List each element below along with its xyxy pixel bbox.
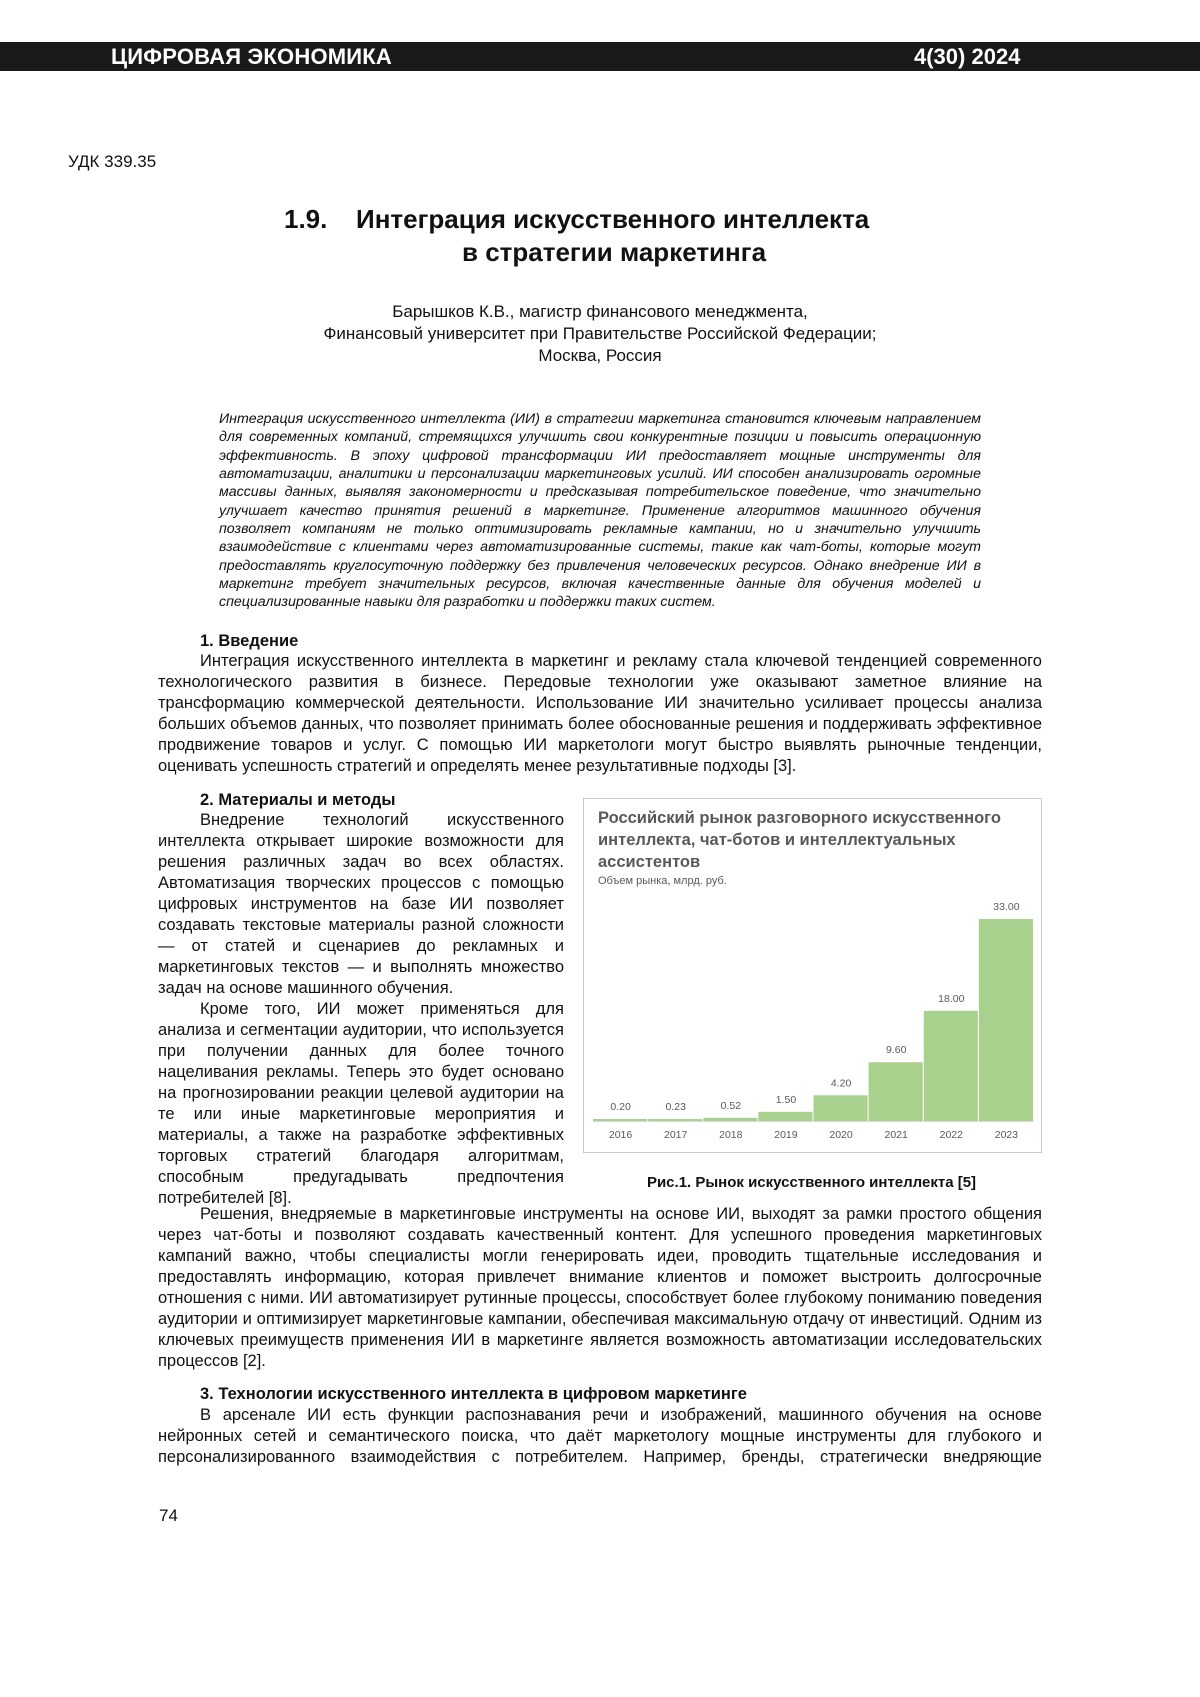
chart-subtitle: Объем рынка, млрд. руб. [598,875,727,887]
chart-bar [648,1119,702,1121]
page-number: 74 [159,1506,178,1525]
title-line-2: в стратегии маркетинга [462,237,767,267]
chart-bar [593,1119,647,1121]
author-line-1: Барышков К.В., магистр финансового менеджмента, [392,302,808,321]
chart-data-label: 0.23 [665,1101,686,1113]
chart-bar [758,1112,812,1121]
section-2-heading: 2. Материалы и методы [200,791,396,809]
chart-tick-label: 2023 [994,1129,1019,1141]
author-line-3: Москва, Россия [538,346,662,365]
chart-title-line: Российский рынок разговорного искусственного [598,809,1001,827]
section-2-paragraph-3: Решения, внедряемые в маркетинговые инструменты на основе ИИ, выходят за рамки простого общения через чат-боты и позволяют создавать качественный контент. Для успешного проведения маркетинговых кампаний важно, чтобы специалисты могли генерировать идеи, проводить тщательные исследования и предоставлять информацию, которая привлечет внимание клиентов и поможет выстроить долгосрочные отношения с ними. ИИ автоматизирует рутинные процессы, способствует более глубокому пониманию поведения аудитории и оптимизирует маркетинговые кампании, обеспечивая максимальную отдачу от инвестиций. Одним из ключевых преимуществ применения ИИ в маркетинге является возможность автоматизации исследовательских процессов [2]. [158,1205,1042,1370]
chart-title-line: ассистентов [598,853,701,871]
author-block [220,301,980,367]
market-chart-svg [584,799,1041,1152]
chart-data-label: 9.60 [885,1044,907,1057]
section-1-heading: 1. Введение [200,632,299,650]
udk-code: УДК 339.35 [68,152,157,171]
chart-tick-label: 2021 [884,1129,908,1141]
chart-data-label: 33.00 [993,901,1020,913]
chart-title-line: интеллекта, чат-ботов и интеллектуальных [598,831,956,849]
chart-bar [979,919,1033,1121]
author-line-2: Финансовый университет при Правительстве Российской Федерации; [323,324,877,343]
chart-data-label: 18.00 [938,992,965,1005]
chart-tick-label: 2017 [664,1129,688,1141]
chart-data-label: 4.20 [830,1077,852,1090]
chart-data-label: 0.52 [720,1099,742,1112]
section-3-paragraph: В арсенале ИИ есть функции распознавания речи и изображений, машинного обучения на основе нейронных сетей и семантического поиска, что даёт маркетологу мощные инструменты для глубокого и персонализированного взаимодействия с потребителем. Например, бренды, стратегически внедряющие [158,1406,1042,1466]
article-title [284,203,984,269]
article-number: 1.9. [284,204,328,234]
figure-caption: Рис.1. Рынок искусственного интеллекта [5] [646,1174,977,1191]
journal-title: ЦИФРОВАЯ ЭКОНОМИКА [111,44,393,69]
chart-tick-label: 2022 [939,1129,963,1141]
title-line-1: Интеграция искусственного интеллекта [356,204,870,234]
issue-number: 4(30) 2024 [914,44,1021,69]
chart-bar [703,1118,757,1121]
chart-bar [869,1062,923,1121]
section-1-paragraph: Интеграция искусственного интеллекта в маркетинг и рекламу стала ключевой тенденцией современного технологического развития в бизнесе. Передовые технологии уже оказывают заметное влияние на трансформацию коммерческой деятельности. Использование ИИ значительно усиливает процессы анализа больших объемов данных, что позволяет принимать более обоснованные решения и поддерживать эффективное продвижение товаров и услуг. С помощью ИИ маркетологи могут быстро выявлять рыночные тенденции, оценивать успешность стратегий и определять менее результативные подходы [3]. [158,652,1042,775]
market-chart [583,798,1042,1153]
journal-header-band [0,42,1200,71]
chart-tick-label: 2016 [608,1129,633,1141]
chart-tick-label: 2019 [774,1129,798,1141]
chart-data-label: 0.20 [610,1101,631,1113]
chart-data-label: 1.50 [775,1093,797,1106]
abstract: Интеграция искусственного интеллекта (ИИ) в стратегии маркетинга становится ключевым направлением для современных компаний, стремящихся улучшить свои конкурентные позиции и повысить операционную эффективность. В эпоху цифровой трансформации ИИ предоставляет мощные инструменты для автоматизации, аналитики и персонализации маркетинговых усилий. ИИ способен анализировать огромные массивы данных, выявляя закономерности и предсказывая потребительское поведение, что значительно улучшает качество принятия решений в маркетинге. Применение алгоритмов машинного обучения позволяет компаниям не только оптимизировать рекламные кампании, но и значительно улучшить взаимодействие с клиентами через автоматизированные системы, такие как чат-боты, которые могут предоставлять круглосуточную поддержку без привлечения человеческих ресурсов. Однако внедрение ИИ в маркетинг требует значительных ресурсов, включая качественные данные для обучения моделей и специализированные навыки для разработки и поддержки таких систем. [219,411,981,611]
section-3-heading: 3. Технологии искусственного интеллекта в цифровом маркетинге [200,1385,747,1403]
section-2-paragraph-1: Внедрение технологий искусственного интеллекта открывает широкие возможности для решения различных задач во всех областях. Автоматизация творческих процессов с помощью цифровых инструментов на базе ИИ позволяет создавать текстовые материалы разной сложности — от статей и сценариев до рекламных и маркетинговых текстов — и выполнять множество задач на основе машинного обучения. [158,811,564,997]
chart-tick-label: 2020 [829,1129,853,1141]
chart-bar [814,1095,868,1121]
chart-tick-label: 2018 [719,1129,743,1141]
section-2-paragraph-2: Кроме того, ИИ может применяться для анализа и сегментации аудитории, что используется при получении данных для более точного нацеливания рекламы. Теперь это будет основано на прогнозировании реакции целевой аудитории на те или иные маркетинговые мероприятия и материалы, а также на разработке эффективных торговых стратегий благодаря алгоритмам, способным предугадывать предпочтения потребителей [8]. [158,1000,564,1207]
chart-bar [924,1011,978,1121]
